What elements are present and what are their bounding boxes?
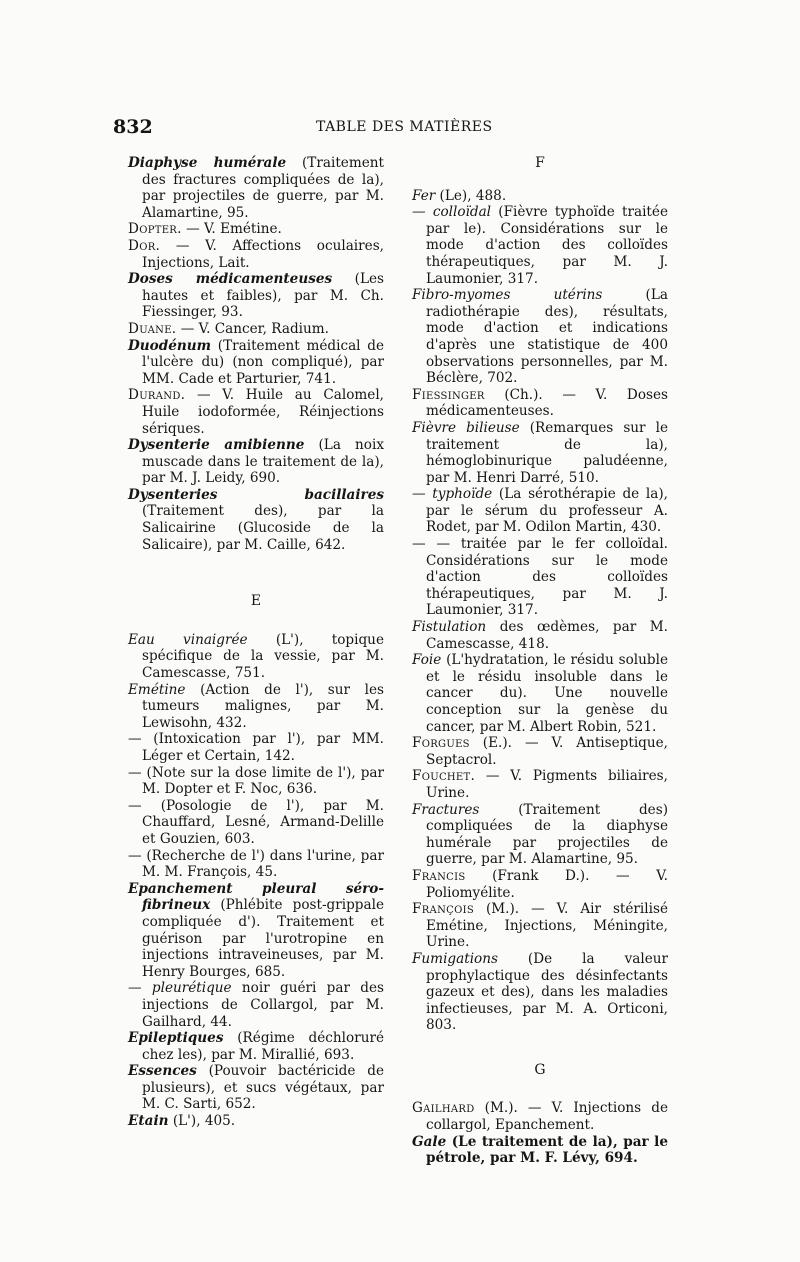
- section-letter-g: G: [534, 1061, 546, 1078]
- entry-text: (L'), 405.: [168, 1113, 236, 1130]
- index-entry: [412, 652, 668, 735]
- index-entry: [128, 487, 384, 553]
- index-entry: [128, 765, 384, 798]
- index-entry: [128, 1113, 384, 1130]
- section-letter-f: F: [535, 155, 545, 171]
- entry-text: (Traitement médical de l'ulcère du) (non compliqué), par MM. Cade et Parturier, 741.: [142, 337, 384, 387]
- index-entry: [128, 238, 384, 271]
- entry-text: — — traitée par le fer colloïdal. Considérations sur le mode d'action des colloïdes thérapeutiques, par M. J. Laumonier, 317.: [412, 536, 668, 619]
- entry-text: — (Posologie de l'), par M. Chauffard, Lesné, Armand-Delille et Gouzien, 603.: [128, 797, 384, 847]
- entry-text: (La noix muscade dans le traitement de la), par M. J. Leidy, 690.: [142, 437, 384, 487]
- index-entry: [128, 848, 384, 881]
- entry-heading: Dysenterie amibienne: [128, 437, 305, 454]
- entry-heading: Dopter.: [128, 221, 182, 238]
- entry-text: (Traitement des), par la Salicairine (Glucoside de la Salicaire), par M. Caille, 642.: [142, 503, 384, 553]
- entry-text: (De la valeur prophylactique des désinfectants gazeux et des), dans les maladies infectieuses, par M. A. Orticoni, 803.: [426, 950, 668, 1034]
- entry-text: — V. Pigments biliaires, Urine.: [426, 768, 668, 801]
- index-entry: [412, 287, 668, 387]
- entry-heading: Fractures: [412, 801, 480, 818]
- entry-text: (Régime déchloruré chez les), par M. Mirallié, 693.: [142, 1030, 384, 1063]
- index-entry: [128, 338, 384, 388]
- entry-text: — V. Emétine.: [181, 221, 282, 238]
- entry-heading: Duodénum: [128, 337, 212, 354]
- index-entry: [128, 980, 384, 1030]
- entry-heading: Dor.: [128, 237, 161, 254]
- left-column: [128, 155, 384, 1130]
- index-entry: [412, 802, 668, 868]
- index-entry: [412, 951, 668, 1034]
- entry-text: (Traitement des) compliquées de la diaphyse humérale par projectiles de guerre, par M. Alamartine, 95.: [426, 801, 668, 868]
- index-entry: [412, 387, 668, 420]
- index-entry: [412, 536, 668, 619]
- entry-heading: Epanchement pleural séro-fibrineux: [128, 880, 384, 914]
- index-entry: [412, 1134, 668, 1167]
- index-entry: [412, 486, 668, 536]
- entry-heading: Etain: [128, 1113, 169, 1130]
- entry-text: — (Recherche de l') dans l'urine, par M. M. François, 45.: [128, 847, 384, 881]
- section-letter-e: E: [250, 593, 262, 610]
- entry-heading: — pleurétique: [128, 980, 232, 997]
- entry-heading: Duane.: [128, 320, 177, 337]
- entry-text: (Pouvoir bactéricide de plusieurs), et sucs végétaux, par M. C. Sarti, 652.: [142, 1063, 384, 1113]
- page-number: 832: [113, 116, 153, 138]
- entry-heading: Essences: [128, 1063, 197, 1080]
- entry-heading: Durand.: [128, 387, 186, 404]
- entry-text: (Remarques sur le traitement de la), hémoglobinurique paludéenne, par M. Henri Darré, 510.: [426, 419, 669, 486]
- entry-text: (L'hydratation, le résidu soluble et le résidu insoluble dans le cancer du). Une nouvelle conception sur la genèse du cancer, par M. Albert Robin, 521.: [426, 652, 668, 735]
- entry-text: (E.). — V. Antiseptique, Septacrol.: [426, 735, 668, 768]
- index-entry: [128, 1063, 384, 1113]
- entry-heading: Fistulation: [412, 619, 487, 636]
- entry-text: (Le), 488.: [435, 187, 507, 204]
- index-entry: [128, 881, 384, 981]
- entry-heading: Dysenteries bacillaires: [128, 486, 384, 503]
- entry-text: (M.). — V. Air stérilisé Emétine, Injections, Méningite, Urine.: [426, 901, 668, 951]
- index-entry: [128, 271, 384, 321]
- index-entry: [128, 682, 384, 732]
- index-entry: [128, 798, 384, 848]
- entry-text: — V. Affections oculaires, Injections, Lait.: [142, 237, 384, 271]
- entry-text: noir guéri par des injections de Collargol, par M. Gailhard, 44.: [142, 980, 384, 1030]
- entry-heading: Diaphyse humérale: [128, 155, 287, 171]
- index-entry: [128, 1030, 384, 1063]
- entry-text: (Action de l'), sur les tumeurs malignes, par M. Lewisohn, 432.: [142, 681, 384, 731]
- entry-heading: Doses médicamenteuses: [128, 271, 333, 288]
- entry-text: (Ch.). — V. Doses médicamenteuses.: [426, 386, 668, 420]
- index-entry: [128, 632, 384, 682]
- entry-heading: Fiessinger: [412, 386, 485, 403]
- index-entry: [128, 321, 384, 338]
- entry-heading: François: [412, 901, 474, 918]
- entry-text: (Phlébite post-grippale compliquée d'). Traitement et guérison par l'urotropine en injections intraveineuses, par M. Henry Bourges, 685.: [142, 897, 384, 980]
- index-entry: [412, 1100, 668, 1133]
- index-entry: [412, 619, 668, 652]
- entry-text: (Les hautes et faibles), par M. Ch. Fiessinger, 93.: [142, 271, 384, 321]
- index-entry: [128, 731, 384, 764]
- entry-heading: Fer: [412, 187, 436, 204]
- entry-heading: Foie: [412, 652, 442, 669]
- index-entry: [128, 155, 384, 221]
- entry-text: (La sérothérapie de la), par le sérum du professeur A. Rodet, par M. Odilon Martin, 430.: [426, 486, 668, 536]
- entry-heading: Fièvre bilieuse: [412, 419, 520, 436]
- entry-text: des œdèmes, par M. Camescasse, 418.: [426, 619, 668, 652]
- entry-heading: Emétine: [128, 681, 186, 698]
- index-entry: [412, 420, 668, 486]
- index-entry: [412, 188, 668, 205]
- entry-heading: Epileptiques: [128, 1030, 224, 1047]
- index-entry: [128, 387, 384, 437]
- entry-heading: Fouchet.: [412, 768, 476, 785]
- running-title: TABLE DES MATIÈRES: [316, 119, 493, 135]
- entry-text: — (Intoxication par l'), par MM. Léger et Certain, 142.: [128, 731, 384, 764]
- entry-text: (Fièvre typhoïde traitée par le). Considérations sur le mode d'action des colloïdes thérapeutiques, par M. J. Laumonier, 317.: [426, 204, 668, 287]
- entry-heading: Forgues: [412, 735, 470, 752]
- entry-text: — (Note sur la dose limite de l'), par M. Dopter et F. Noc, 636.: [128, 764, 384, 798]
- right-column: [412, 155, 668, 1167]
- entry-text: (L'), topique spécifique de la vessie, par M. Camescasse, 751.: [142, 631, 384, 682]
- entry-heading: Francis: [412, 867, 466, 884]
- index-entry: [412, 901, 668, 951]
- index-entry: [128, 221, 384, 238]
- entry-text: (Le traitement de la), par le pétrole, par M. F. Lévy, 694.: [426, 1133, 668, 1167]
- entry-text: (La radiothérapie des), résultats, mode d'action et indications d'après une statistique de 400 observations personnelles, par M. Béclère, 702.: [426, 287, 668, 387]
- entry-text: — V. Cancer, Radium.: [176, 320, 329, 337]
- entry-heading: Eau vinaigrée: [128, 631, 248, 648]
- index-entry: [128, 437, 384, 487]
- entry-heading: — colloïdal: [412, 204, 492, 221]
- index-entry: [412, 768, 668, 801]
- entry-text: — V. Huile au Calomel, Huile iodoformée, Réinjections sériques.: [142, 387, 384, 437]
- entry-text: (Traitement des fractures compliquées de la), par projectiles de guerre, par M. Alamartine, 95.: [142, 155, 384, 221]
- index-entry: [412, 204, 668, 287]
- entry-text: (Frank D.). — V. Poliomyélite.: [426, 867, 668, 901]
- entry-heading: Fibro-myomes utérins: [412, 287, 603, 304]
- entry-text: (M.). — V. Injections de collargol, Epanchement.: [426, 1100, 668, 1134]
- entry-heading: Gale: [412, 1133, 447, 1150]
- index-entry: [412, 868, 668, 901]
- index-entry: [412, 735, 668, 768]
- entry-heading: — typhoïde: [412, 486, 493, 503]
- entry-heading: Gailhard: [412, 1100, 475, 1117]
- entry-heading: Fumigations: [412, 950, 498, 967]
